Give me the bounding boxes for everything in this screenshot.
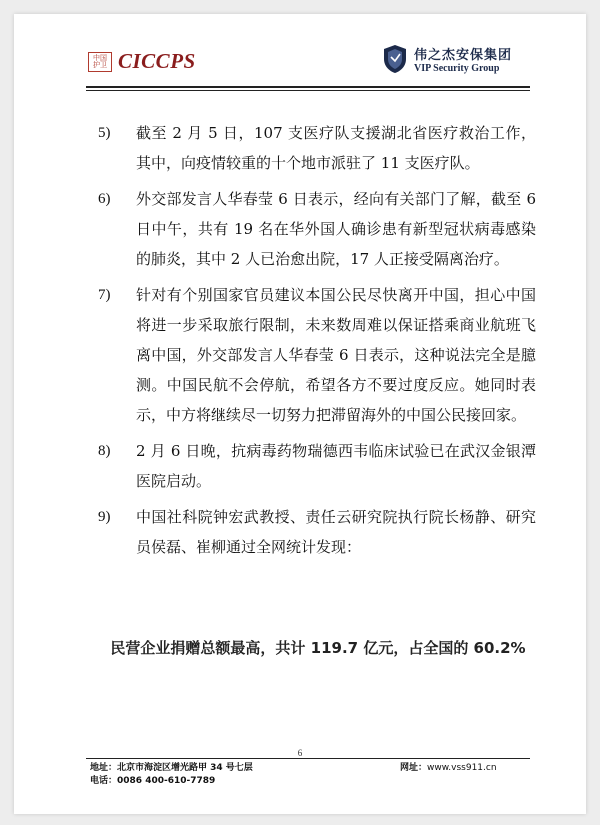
vip-logo bbox=[382, 44, 512, 74]
footer-website bbox=[400, 762, 497, 775]
news-list bbox=[98, 118, 538, 568]
ciccps-brand: CICCPS bbox=[118, 49, 196, 73]
item-number: 8) bbox=[98, 443, 111, 459]
page-number: 6 bbox=[297, 748, 303, 758]
website-link[interactable]: www.vss911.cn bbox=[427, 763, 497, 773]
phone-value: 0086 400-610-7789 bbox=[117, 776, 216, 786]
list-item bbox=[98, 184, 538, 274]
address-label: 地址： bbox=[90, 763, 118, 773]
list-item bbox=[98, 436, 538, 496]
list-item bbox=[98, 502, 538, 562]
header-divider-thin bbox=[86, 90, 530, 91]
vip-brand-cn: 伟之杰安保集团 bbox=[414, 48, 513, 63]
highlight-text: 民营企业捐赠总额最高，共计 119.7 亿元，占全国的 60.2% bbox=[110, 639, 526, 657]
footer-divider bbox=[86, 758, 530, 759]
phone-label: 电话： bbox=[90, 776, 118, 786]
item-text: 2 月 6 日晚，抗病毒药物瑞德西韦临床试验已在武汉金银潭医院启动。 bbox=[136, 442, 536, 490]
seal-text: 中国 护卫 bbox=[93, 53, 107, 69]
ciccps-logo bbox=[88, 49, 196, 74]
item-text: 中国社科院钟宏武教授、责任云研究院执行院长杨静、研究员侯磊、崔柳通过全网统计发现： bbox=[136, 508, 536, 556]
header-divider bbox=[86, 86, 530, 88]
list-item bbox=[98, 280, 538, 430]
item-number: 9) bbox=[98, 509, 111, 525]
website-label: 网址： bbox=[400, 763, 428, 773]
item-text: 截至 2 月 5 日，107 支医疗队支援湖北省医疗救治工作，其中，向疫情较重的十个地市派驻了 11 支医疗队。 bbox=[136, 124, 536, 172]
item-number: 6) bbox=[98, 191, 111, 207]
shield-icon bbox=[382, 44, 408, 74]
seal-icon bbox=[88, 52, 112, 72]
item-number: 5) bbox=[98, 125, 111, 141]
item-text: 针对有个别国家官员建议本国公民尽快离开中国，担心中国将进一步采取旅行限制，未来数周难以保证搭乘商业航班飞离中国，外交部发言人华春莹 6 日表示，这种说法完全是臆测。中国民航不会停航，希望各方不要过度反应。她同时表示，中方将继续尽一切努力把滞留海外的中国公民接回家。 bbox=[136, 286, 536, 424]
item-number: 7) bbox=[98, 287, 111, 303]
item-text: 外交部发言人华春莹 6 日表示，经向有关部门了解，截至 6 日中午，共有 19 名在华外国人确诊患有新型冠状病毒感染的肺炎，其中 2 人已治愈出院，17 人正接受隔离治疗。 bbox=[136, 190, 536, 268]
footer-contact bbox=[90, 762, 253, 788]
vip-brand-en: VIP Security Group bbox=[414, 63, 500, 74]
document-page bbox=[14, 14, 586, 814]
page-header bbox=[14, 14, 586, 84]
list-item bbox=[98, 118, 538, 178]
address-value: 北京市海淀区增光路甲 34 号七层 bbox=[117, 763, 253, 773]
